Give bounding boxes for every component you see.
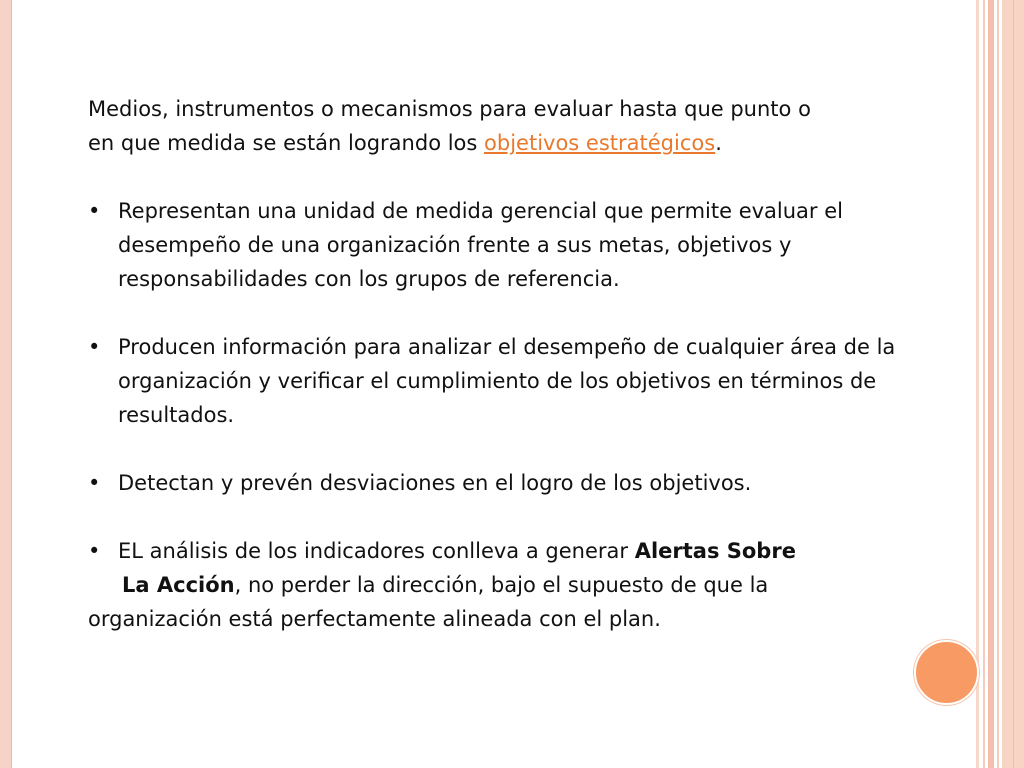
intro-paragraph [88, 92, 918, 160]
spacer [88, 432, 918, 466]
bullet-item-1 [88, 194, 918, 296]
last-bullet-middle: , no perder la dirección, bajo el supuesto de que la [234, 573, 769, 597]
bullet-marker: • [88, 199, 101, 223]
spacer [88, 296, 918, 330]
stripe [983, 0, 985, 768]
intro-line-2-prefix: en que medida se están logrando los [88, 131, 485, 155]
bullet-marker: • [88, 471, 101, 495]
bullet-marker: • [88, 539, 101, 563]
spacer [88, 160, 918, 194]
left-decorative-bar [0, 0, 12, 768]
slide-body [88, 92, 918, 636]
intro-line-1: Medios, instrumentos o mecanismos para evaluar hasta que punto o [88, 97, 811, 121]
orange-circle-decoration [914, 640, 979, 705]
stripe [976, 0, 979, 768]
bullet-item-2 [88, 330, 918, 432]
bullet-text: Representan una unidad de medida gerencial que permite evaluar el desempeño de una organización frente a sus metas, objetivos y responsabilidades con los grupos de referencia. [118, 199, 843, 291]
bullet-item-4 [88, 534, 918, 636]
stripe [997, 0, 999, 768]
right-decorative-stripes [976, 0, 1024, 768]
bullet-text: Detectan y prevén desviaciones en el logro de los objetivos. [118, 471, 752, 495]
alertas-sobre-text: Alertas Sobre [634, 539, 796, 563]
bullet-text: Producen información para analizar el desempeño de cualquier área de la organización y verificar el cumplimiento de los objetivos en términos de resultados. [118, 335, 896, 427]
last-bullet-prefix: EL análisis de los indicadores conlleva a generar [118, 539, 635, 563]
stripe [1013, 0, 1014, 768]
last-bullet-final-line: organización está perfectamente alineada con el plan. [88, 607, 661, 631]
stripe [988, 0, 994, 768]
intro-line-2-suffix: . [715, 131, 722, 155]
bullet-marker: • [88, 335, 101, 359]
objetivos-estrategicos-link[interactable]: objetivos estratégicos [484, 131, 716, 155]
spacer [88, 500, 918, 534]
la-accion-text: La Acción [122, 573, 235, 597]
bullet-item-3 [88, 466, 918, 500]
